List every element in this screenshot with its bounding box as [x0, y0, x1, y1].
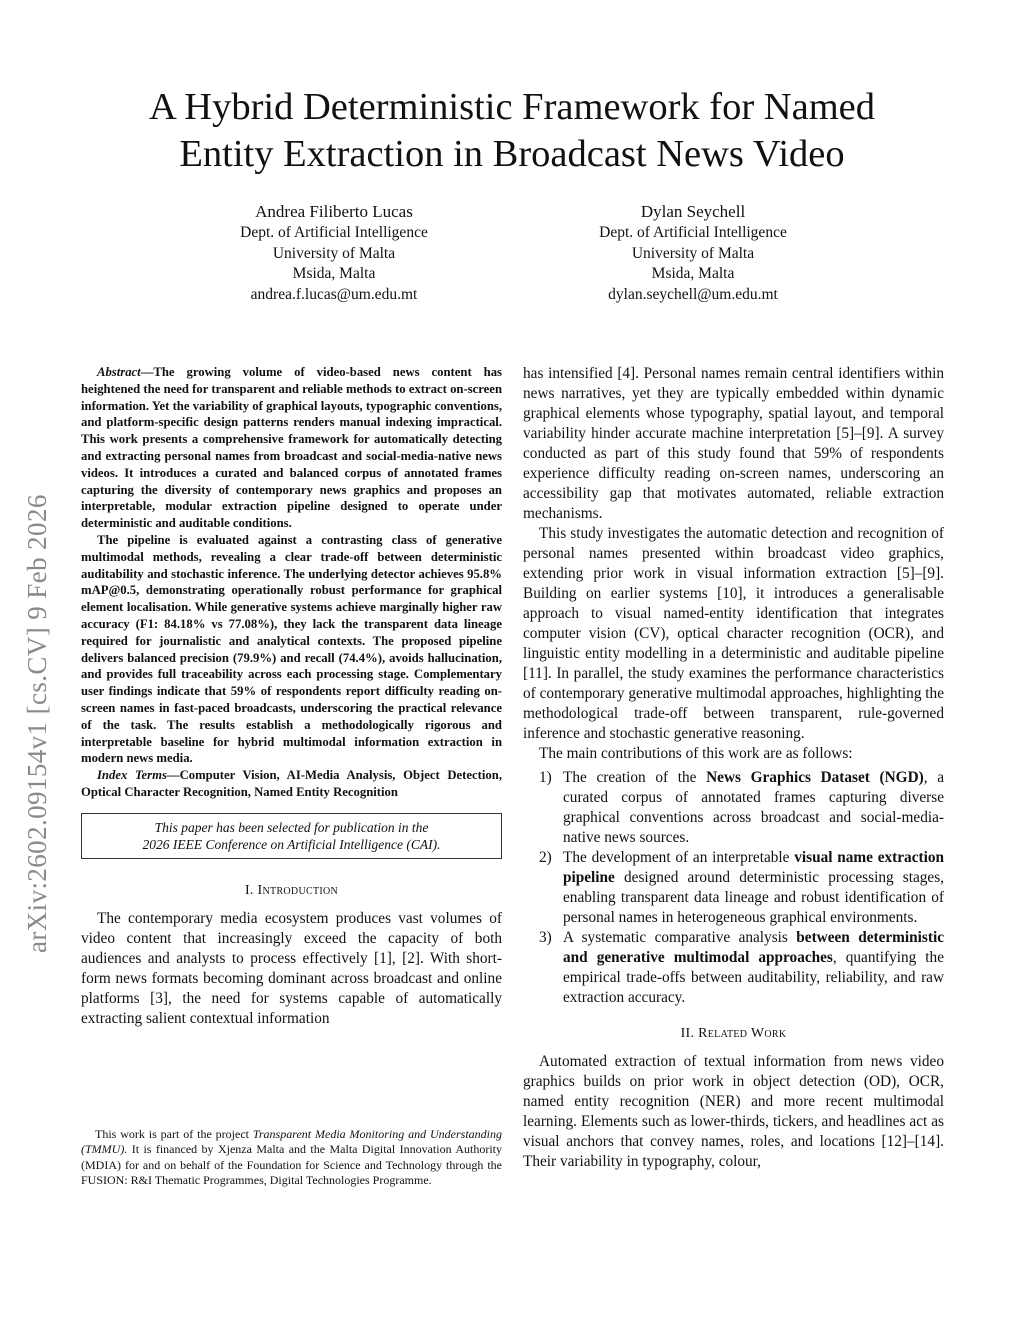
author-block-1 — [184, 201, 484, 305]
section-heading-introduction — [81, 883, 502, 899]
contributions-list — [523, 768, 944, 1008]
footnote-suffix: It is financed by Xjenza Malta and the Malta Digital Innovation Authority (MDIA) for and on behalf of the Foundation for Science and Technology through the FUSION: R&I Thematic Programmes, Digital Technologies Programme. — [81, 1142, 502, 1188]
section-title: Related Work — [698, 1026, 787, 1041]
author-dept: Dept. of Artificial Intelligence — [240, 224, 428, 241]
contribution-text: , quantifying the empirical trade-offs between auditability, reliability, and raw extraction accuracy. — [563, 949, 945, 1006]
author-city: Msida, Malta — [651, 265, 735, 282]
author-name: Dylan Seychell — [640, 202, 746, 221]
right-paragraph-1: has intensified [4]. Personal names remain central identifiers within news narratives, yet they are typically embedded within dynamic graphical elements whose typography, spatial layout, and temporal variability hinder accurate machine interpretation [5]–[9]. A survey conducted as part of this study found that 59% of respondents experience difficulty reading on-screen names, underscoring an accessibility gap that motivates automated, reliable extraction mechanisms. — [523, 365, 944, 522]
section-number: II. — [680, 1026, 695, 1041]
arxiv-stamp: arXiv:2602.09154v1 [cs.CV] 9 Feb 2026 — [22, 494, 52, 953]
author-block-2 — [543, 201, 843, 305]
list-number: 2) — [539, 849, 552, 866]
contribution-text: A systematic comparative analysis — [563, 929, 797, 946]
index-terms: Index Terms—Computer Vision, AI-Media Analysis, Object Detection, Optical Character Recognition, Named Entity Recognition — [81, 768, 502, 799]
contribution-text: The creation of the — [563, 769, 707, 786]
notice-line-2: 2026 IEEE Conference on Artificial Intelligence (CAI). — [142, 836, 441, 852]
paper-title — [0, 84, 1024, 178]
contribution-text: , a curated corpus of annotated frames capturing diverse graphical conventions across broadcast and social-media-native news sources. — [563, 769, 944, 846]
footnote — [81, 1127, 502, 1189]
right-paragraph-2: This study investigates the automatic detection and recognition of personal names presented within broadcast video graphics, extending prior work in visual information extraction [5]–[9]. Building on earlier systems [10], it introduces a generalisable approach to visual named-entity identification that integrates computer vision (CV), optical character recognition (OCR), and linguistic entity modelling in a deterministic and auditable pipeline [11]. In parallel, the study examines the performance characteristics of contemporary generative multimodal approaches, highlighting the methodological trade-off between transparent, rule-governed inference and stochastic generative reasoning. — [523, 525, 944, 742]
right-column — [523, 364, 944, 1172]
author-name: Andrea Filiberto Lucas — [255, 202, 413, 221]
list-number: 1) — [539, 769, 552, 786]
index-terms-label: Index Terms — [97, 768, 167, 783]
related-paragraph-1: Automated extraction of textual information from news video graphics builds on prior work in object detection (OD), OCR, named entity recognition (NER) and more recent multimodal learning. Elements such as lower-thirds, tickers, and headlines act as visual anchors that convey names, roles, and locations [12]–[14]. Their variability in typography, colour, — [523, 1053, 944, 1170]
left-column — [81, 364, 502, 1029]
footnote-text — [81, 1127, 502, 1189]
abstract-text-1: The growing volume of video-based news content has heightened the need for transparent and reliable methods to extract on-screen information. Yet the variability of graphical layouts, typographic conventions, and platform-specific design patterns renders manual indexing impractical. This work presents a comprehensive framework for automatically detecting and extracting personal names from broadcast and social-media-native news videos. It introduces a curated and balanced corpus of annotated frames capturing the diversity of contemporary news graphics and proposes an interpretable, modular extraction pipeline designed to operate under deterministic and auditable conditions. — [81, 365, 502, 531]
list-item — [523, 768, 944, 848]
contribution-bold: visual name extraction pipeline — [563, 849, 944, 886]
title-line-2: Entity Extraction in Broadcast News Video — [179, 133, 845, 175]
title-line-1: A Hybrid Deterministic Framework for Named — [149, 86, 875, 128]
related-work-text — [523, 1052, 944, 1172]
list-item — [523, 928, 944, 1008]
section-number: I. — [244, 882, 254, 898]
index-terms-text: Computer Vision, AI-Media Analysis, Object Detection, Optical Character Recognition, Named Entity Recognition — [81, 768, 502, 799]
introduction-text — [81, 909, 502, 1029]
author-dept: Dept. of Artificial Intelligence — [599, 224, 787, 241]
list-item — [523, 848, 944, 928]
list-number: 3) — [539, 929, 552, 946]
right-body — [523, 364, 944, 1008]
author-email[interactable]: dylan.seychell@um.edu.mt — [608, 285, 778, 303]
publication-notice — [81, 813, 502, 859]
section-title: Introduction — [257, 882, 339, 898]
contribution-text: designed around deterministic processing stages, enabling transparent data lineage and robust identification of personal names in heterogeneous graphical environments. — [563, 869, 944, 926]
footnote-project: Transparent Media Monitoring and Understanding (TMMU). — [81, 1127, 502, 1157]
author-email[interactable]: andrea.f.lucas@um.edu.mt — [250, 285, 418, 303]
contribution-bold: between deterministic and generative multimodal approaches — [563, 929, 944, 966]
abstract — [81, 364, 502, 801]
author-city: Msida, Malta — [292, 265, 376, 282]
section-heading-related-work — [523, 1026, 944, 1042]
abstract-paragraph-1: Abstract—The growing volume of video-based news content has heightened the need for transparent and reliable methods to extract on-screen information. Yet the variability of graphical layouts, typographic conventions, and platform-specific design patterns renders manual indexing impractical. This work presents a comprehensive framework for automatically detecting and extracting personal names from broadcast and social-media-native news videos. It introduces a curated and balanced corpus of annotated frames capturing the diversity of contemporary news graphics and proposes an interpretable, modular extraction pipeline designed to operate under deterministic and auditable conditions. — [81, 365, 502, 531]
right-paragraph-3: The main contributions of this work are as follows: — [539, 745, 853, 762]
contribution-bold: News Graphics Dataset (NGD) — [706, 769, 924, 786]
author-univ: University of Malta — [272, 244, 396, 262]
abstract-label: Abstract — [97, 365, 141, 379]
intro-paragraph-1: The contemporary media ecosystem produces vast volumes of video content that increasingly exceed the capacity of both audiences and analysts to process effectively [1], [2]. With short-form news formats becoming dominant across broadcast and online platforms [3], the need for systems capable of automatically extracting salient contextual information — [81, 909, 502, 1027]
author-univ: University of Malta — [631, 244, 755, 262]
footnote-prefix: This work is part of the project — [95, 1127, 253, 1141]
contribution-text: The development of an interpretable — [563, 849, 795, 866]
abstract-paragraph-2: The pipeline is evaluated against a contrasting class of generative multimodal methods, revealing a clear trade-off between deterministic auditability and stochastic inference. The underlying detector achieves 95.8% mAP@0.5, demonstrating operationally robust performance for graphical element localisation. While generative systems achieve marginally higher raw accuracy (F1: 84.18% vs 77.08%), they lack the transparent data lineage required for journalistic and analytical contexts. The proposed pipeline delivers balanced precision (79.9%) and recall (74.4%), avoids hallucination, and provides full traceability across each processing stage. Complementary user findings indicate that 59% of respondents report difficulty reading on-screen names in fast-paced broadcasts, underscoring the practical relevance of the task. The results establish a methodologically rigorous and interpretable baseline for hybrid multimodal information extraction in modern news media. — [81, 532, 502, 766]
notice-line-1: This paper has been selected for publication in the — [154, 819, 429, 835]
